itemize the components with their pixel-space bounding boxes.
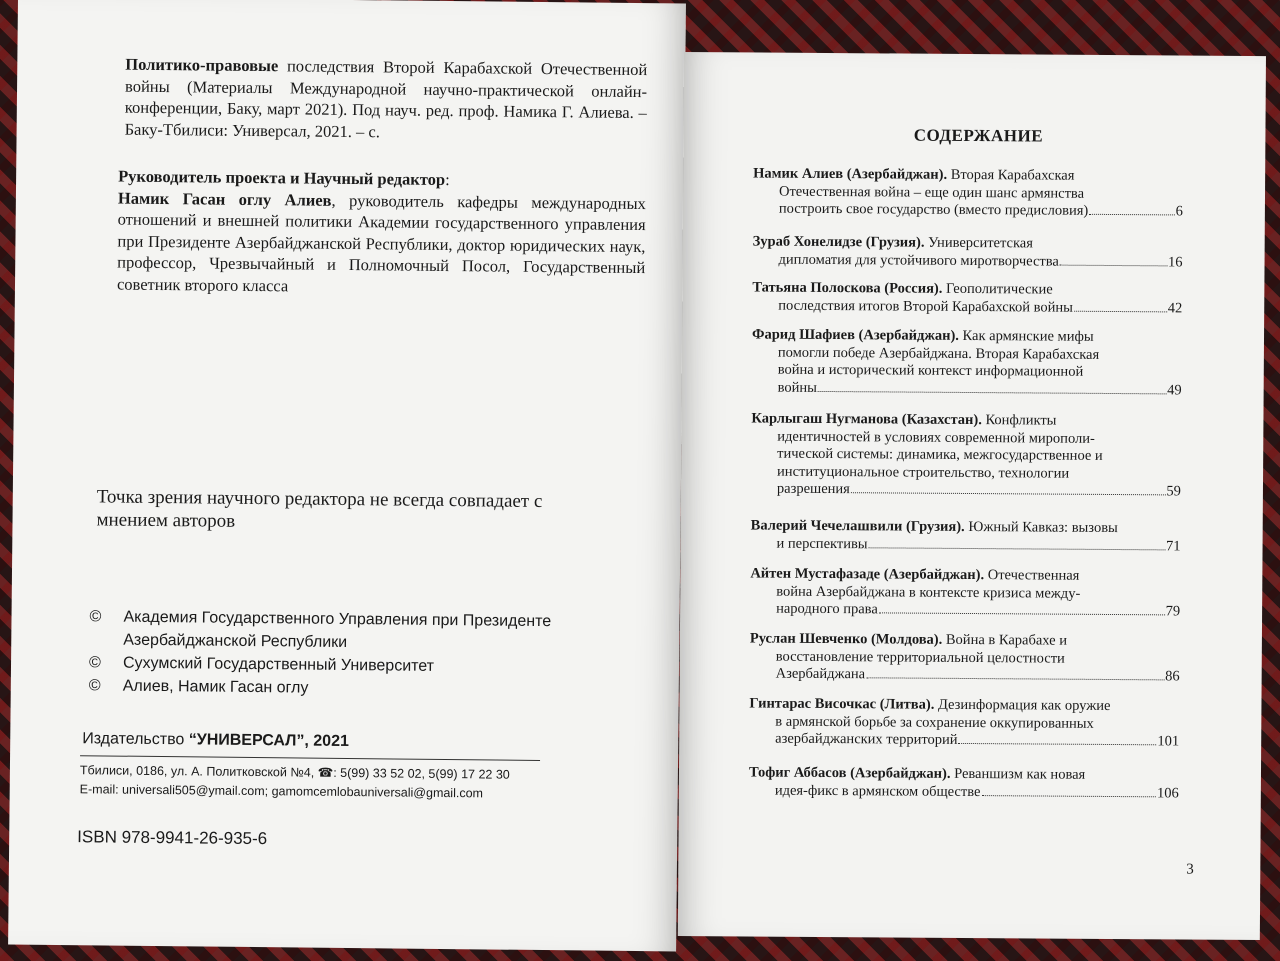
toc-title-line: последствия итогов Второй Карабахской войны — [778, 297, 1073, 316]
bleed-through-title — [125, 308, 645, 313]
toc-entry — [752, 326, 1182, 399]
toc-title-line: и перспективы — [776, 535, 868, 552]
toc-page-number: 59 — [1166, 483, 1181, 500]
toc-entry — [751, 517, 1181, 555]
toc-entry — [749, 764, 1179, 802]
toc-title-line: война Азербайджана в контексте кризиса между- — [776, 583, 1081, 602]
publisher-contacts — [80, 761, 550, 804]
editor-name: Намик Гасан оглу Алиев — [117, 188, 332, 210]
toc-leader-dots — [1089, 214, 1174, 216]
toc-title-text: Как армянские мифы — [962, 327, 1094, 345]
toc-page-number: 49 — [1167, 381, 1182, 398]
toc-title: СОДЕРЖАНИЕ — [913, 125, 1044, 146]
page-number: 3 — [1186, 861, 1194, 878]
copyright-text: Сухумский Государственный Университет — [122, 654, 435, 675]
toc-title-line: войны — [777, 379, 817, 396]
toc-page-number: 86 — [1165, 668, 1180, 685]
copyright-list — [89, 605, 630, 703]
toc-leader-dots — [866, 677, 1164, 680]
toc-entry — [749, 695, 1179, 751]
toc-entry-first-line — [749, 695, 1179, 716]
publisher-email: E-mail: universali505@ymail.com; gamomcemlobauniversali@gmail.com — [79, 782, 484, 801]
publisher-name: “УНИВЕРСАЛ”, 2021 — [188, 731, 349, 751]
toc-entry-first-line — [753, 165, 1183, 186]
toc-title-line: построить свое государство (вместо предисловия) — [778, 200, 1089, 219]
bleed-through-subtitle — [163, 458, 633, 463]
toc-author: Карлыгаш Нугманова (Казахстан). — [751, 410, 982, 429]
toc-entry — [751, 410, 1182, 500]
toc-title-line: разрешения — [776, 480, 850, 498]
publisher-line — [82, 730, 542, 753]
toc-leader-dots — [959, 743, 1157, 745]
toc-title-line: война и исторический контекст информационной — [777, 361, 1084, 380]
toc-title-text: Южный Кавказ: вызовы — [968, 518, 1118, 537]
bibliographic-description — [125, 54, 648, 145]
biblio-text: последствия Второй Карабахской Отечественной войны (Материалы Международной научно-практической онлайн-конференции, Баку, март 2021). Под науч. ред. проф. Намика Г. Алиева. – Баку-Тбилиси: Универсал, 2021. – с. — [124, 56, 648, 141]
toc-page-number: 6 — [1175, 203, 1183, 220]
toc-title-text: Вторая Карабахская — [950, 166, 1075, 184]
toc-title-text: Отечественная — [987, 567, 1080, 584]
disclaimer: Точка зрения научного редактора не всегда совпадает с мнением авторов — [96, 486, 543, 532]
toc-author: Валерий Чечелашвили (Грузия). — [750, 517, 965, 535]
toc-author: Намик Алиев (Азербайджан). — [753, 165, 948, 183]
toc-page-number: 16 — [1167, 253, 1183, 270]
toc-entry-first-line — [751, 410, 1181, 431]
editor-heading-colon: : — [445, 169, 450, 190]
toc-title-line: в армянской борьбе за сохранение оккупированных — [775, 713, 1094, 732]
copyright-symbol — [89, 628, 123, 651]
toc-entry-first-line — [752, 326, 1182, 347]
copyright-text: Алиев, Намик Гасан оглу — [122, 677, 309, 697]
toc-title-line: идентичностей в условиях современной мирополи- — [777, 428, 1095, 447]
toc-title-text: Университетская — [928, 234, 1033, 252]
copyright-text: Азербайджанской Республики — [123, 631, 348, 651]
toc-title-line: помогли победе Азербайджана. Вторая Карабахская — [777, 344, 1100, 363]
toc-entry — [750, 630, 1180, 686]
toc-leader-dots — [879, 612, 1165, 615]
toc-last-line — [749, 730, 1179, 751]
toc-last-line — [751, 480, 1181, 501]
publisher-prefix: Издательство — [82, 730, 189, 749]
toc-last-line — [752, 379, 1182, 400]
publisher-rule — [80, 755, 540, 761]
toc-page-number: 42 — [1167, 299, 1183, 316]
biblio-title: Политико-правовые — [125, 54, 279, 76]
copyright-symbol: © — [88, 677, 101, 695]
toc-last-line — [751, 535, 1181, 556]
toc-leader-dots — [851, 492, 1166, 495]
toc-leader-dots — [818, 390, 1166, 393]
toc-title-text: Реваншизм как новая — [954, 765, 1086, 783]
toc-page-number: 79 — [1165, 603, 1181, 620]
right-page — [678, 52, 1266, 940]
toc-title-line: восстановление территориальной целостности — [775, 648, 1065, 667]
toc-author: Фарид Шафиев (Азербайджан). — [751, 326, 960, 344]
toc-title-line: тической системы: динамика, межгосударственное и — [777, 445, 1103, 464]
toc-title-line: Азербайджана — [775, 665, 866, 683]
editor-block — [117, 166, 646, 301]
toc-author: Тофиг Аббасов (Азербайджан). — [748, 764, 951, 782]
toc-entry — [750, 565, 1180, 621]
toc-title-line: азербайджанских территорий — [775, 730, 958, 748]
copyright-text: Академия Государственного Управления при Президенте — [123, 608, 552, 631]
toc-page-number: 101 — [1157, 733, 1180, 750]
toc-entry — [752, 279, 1182, 317]
toc-title-line: институциональное строительство, технологии — [777, 463, 1070, 482]
toc-title-text: Геополитические — [946, 280, 1053, 298]
left-page — [8, 0, 686, 951]
toc-author: Айтен Мустафазаде (Азербайджан). — [750, 565, 985, 584]
toc-leader-dots — [869, 547, 1165, 550]
toc-last-line — [750, 600, 1180, 621]
toc-page-number: 71 — [1166, 537, 1181, 554]
isbn: ISBN 978-9941-26-935-6 — [77, 827, 268, 849]
toc-entry — [752, 233, 1182, 271]
toc-leader-dots — [981, 795, 1156, 797]
toc-last-line — [753, 200, 1183, 221]
toc-entry — [753, 165, 1183, 221]
toc-title-line: дипломатия для устойчивого миротворчества — [778, 251, 1059, 270]
toc-entry-first-line — [750, 565, 1180, 586]
toc-author: Зураб Хонелидзе (Грузия). — [752, 233, 925, 251]
toc-author: Татьяна Полоскова (Россия). — [752, 279, 943, 297]
toc-page-number: 106 — [1157, 784, 1179, 801]
copyright-symbol: © — [89, 608, 102, 626]
toc-title-line: идея-фикс в армянском обществе — [774, 782, 981, 800]
toc-title-text: Война в Карабахе и — [945, 631, 1068, 649]
toc-entry-first-line — [750, 630, 1180, 651]
toc-title-line: народного права — [776, 600, 878, 618]
toc-author: Руслан Шевченко (Молдова). — [749, 630, 943, 648]
toc-title-text: Дезинформация как оружие — [937, 696, 1111, 714]
toc-title-text: Конфликты — [985, 412, 1057, 429]
copyright-row — [89, 674, 629, 703]
toc-leader-dots — [1074, 310, 1167, 312]
toc-leader-dots — [1060, 264, 1167, 266]
toc-last-line — [750, 665, 1180, 686]
toc-author: Гинтарас Височкас (Литва). — [749, 695, 935, 713]
toc-title-line: Отечественная война – еще один шанс армянства — [778, 183, 1085, 202]
editor-heading: Руководитель проекта и Научный редактор — [118, 166, 446, 189]
toc-last-line — [749, 782, 1179, 803]
toc-last-line — [752, 297, 1182, 318]
publisher-address: Тбилиси, 0186, ул. А. Политковской №4, ☎: 5(99) 33 52 02, 5(99) 17 22 30 — [79, 763, 510, 782]
toc-last-line — [752, 251, 1182, 272]
copyright-symbol: © — [88, 654, 101, 672]
editor-description: , руководитель кафедры международных отношений и внешней политики Академии государственного управления при Президенте Азербайджанской Республики, доктор юридических наук, профессор, Чрезвычайный и Полномочный Посол, Государственный советник второго класса — [116, 190, 646, 295]
